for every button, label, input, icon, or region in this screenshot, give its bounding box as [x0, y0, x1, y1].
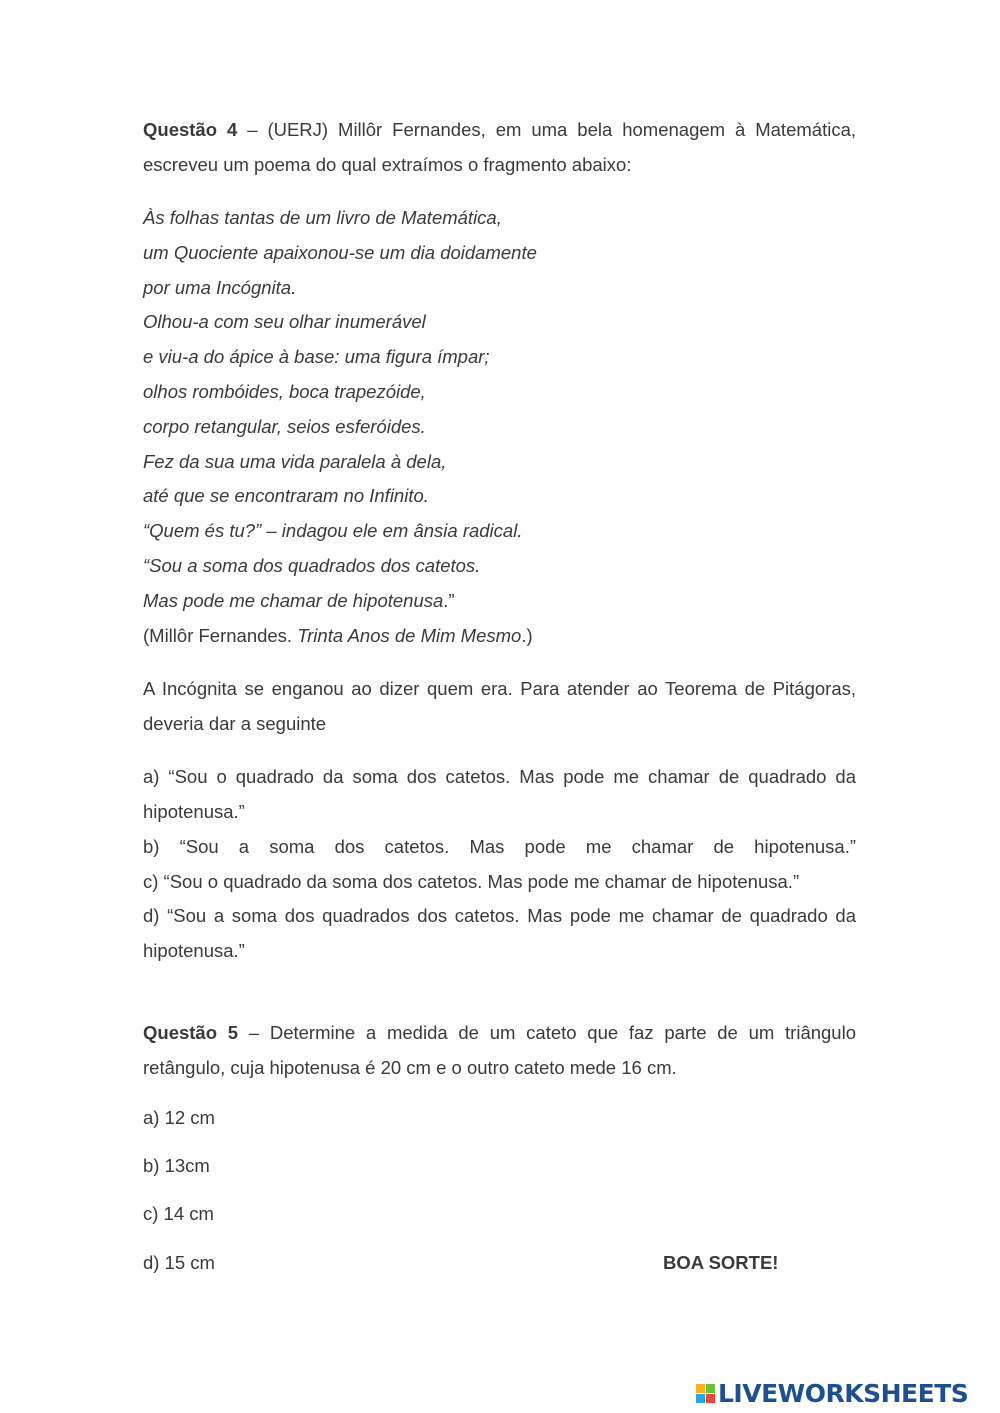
poem-line: Olhou-a com seu olhar inumerável [143, 311, 426, 333]
question-4-option-a[interactable]: a) “Sou o quadrado da soma dos catetos. Mas pode me chamar de quadrado da hipotenusa.” [143, 766, 856, 822]
question-5-label: Questão 5 [143, 1022, 239, 1043]
poem-line: corpo retangular, seios esferóides. [143, 415, 426, 437]
logo-square-icon [696, 1384, 705, 1393]
question-5-option-c[interactable]: c) 14 cm [143, 1203, 214, 1224]
question-5-text [143, 1016, 856, 1086]
poem-line: um Quociente apaixonou-se um dia doidamente [143, 241, 537, 263]
poem-last-line [143, 584, 856, 619]
logo-square-icon [706, 1384, 715, 1393]
brand-name: LIVEWORKSHEETS [718, 1378, 969, 1408]
question-4-intro-text: – (UERJ) Millôr Fernandes, em uma bela homenagem à Matemática, escreveu um poema do qual extraímos o fragmento abaixo: [143, 119, 856, 175]
question-5-option-a[interactable]: a) 12 cm [143, 1107, 215, 1128]
logo-square-icon [696, 1394, 705, 1403]
poem-line: “Quem és tu?” – indagou ele em ânsia radical. [143, 520, 523, 542]
question-4-intro [143, 113, 856, 183]
question-5-option-d[interactable]: d) 15 cm [143, 1252, 215, 1273]
poem-last-line-close: .” [443, 589, 455, 611]
closing-message: BOA SORTE! [663, 1252, 779, 1273]
poem-line: “Sou a soma dos quadrados dos catetos. [143, 554, 481, 576]
poem [143, 201, 856, 653]
liveworksheets-logo [696, 1378, 968, 1408]
citation-close: .) [521, 624, 533, 646]
question-4-option-b[interactable]: b) “Sou a soma dos catetos. Mas pode me chamar de hipotenusa.” [143, 836, 856, 857]
question-5-option-b[interactable]: b) 13cm [143, 1155, 210, 1176]
poem-last-line-italic: Mas pode me chamar de hipotenusa [143, 589, 444, 611]
liveworksheets-mark-icon [696, 1384, 715, 1403]
question-4-prompt: A Incógnita se enganou ao dizer quem era. Para atender ao Teorema de Pitágoras, deveria dar a seguinte [143, 678, 856, 734]
question-4-option-d[interactable]: d) “Sou a soma dos quadrados dos catetos. Mas pode me chamar de quadrado da hipotenusa.” [143, 905, 856, 961]
poem-citation [143, 619, 856, 654]
logo-square-icon [706, 1394, 715, 1403]
question-5-body: – Determine a medida de um cateto que faz parte de um triângulo retângulo, cuja hipotenusa é 20 cm e o outro cateto mede 16 cm. [143, 1022, 856, 1078]
poem-line: Às folhas tantas de um livro de Matemática, [143, 207, 502, 228]
poem-line: até que se encontraram no Infinito. [143, 485, 429, 507]
poem-line: e viu-a do ápice à base: uma figura ímpar; [143, 346, 490, 368]
citation-title: Trinta Anos de Mim Mesmo [297, 624, 522, 646]
question-4-option-c[interactable]: c) “Sou o quadrado da soma dos catetos. Mas pode me chamar de hipotenusa.” [143, 871, 800, 892]
poem-line: Fez da sua uma vida paralela à dela, [143, 450, 447, 472]
citation-open: (Millôr Fernandes. [143, 624, 298, 646]
question-4-label: Questão 4 [143, 119, 238, 140]
poem-line: por uma Incógnita. [143, 276, 297, 298]
poem-line: olhos rombóides, boca trapezóide, [143, 380, 426, 402]
